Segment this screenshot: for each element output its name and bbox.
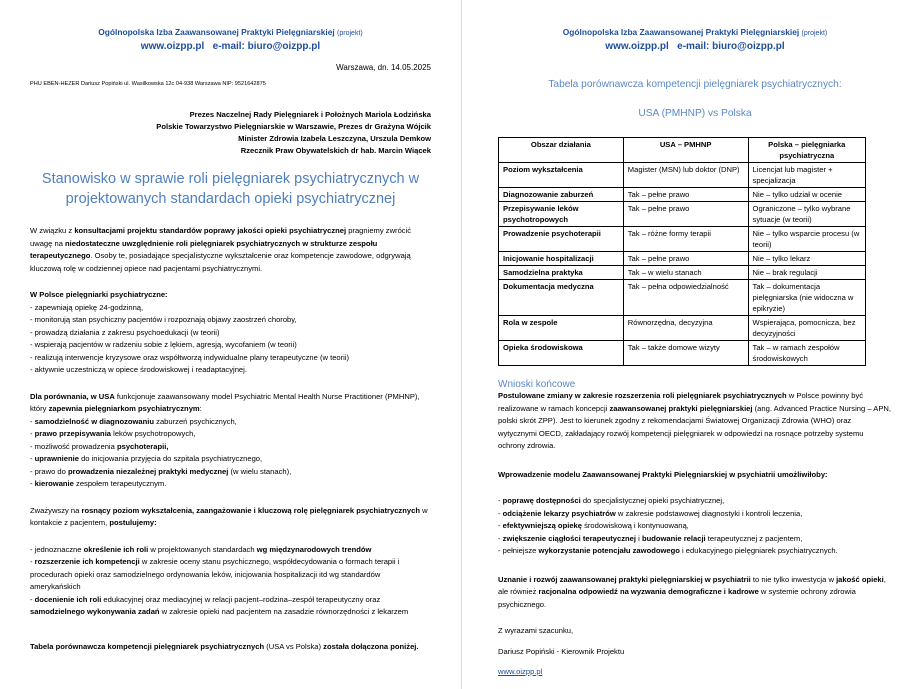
org-suffix: (projekt) [337,30,363,37]
org-website: www.oizpp.pl [605,41,669,52]
table-header-row [499,138,866,163]
conclusion-paragraph: Postulowane zmiany w zakresie rozszerzenia roli pielęgniarek psychiatrycznych w Polsce powinny być realizowane w ramach koncepcji zaawansowanej praktyki pielęgniarskiej (ang. Advanced Practice Nursing – APN, polski skrót ZPP). Jest to kierunek zgodny z rekomendacjami Światowej Organizacji Zdrowia (WHO) oraz wytycznymi OECD, zakładający rozwój kompetencji pielęgniarek w odpowiedzi na rosnące potrzeby systemu ochrony zdrowia. [498,391,891,450]
text-run: funkcjonuje zaawansowany model Psychiatric Mental Health Nurse Practitioner (PMHNP), który [30,391,420,413]
table-row: Diagnozowanie zaburzeń Tak – pełne prawo Nie – tylko udział w ocenie [499,188,866,202]
list-item: - aktywnie uczestniczą w opiece środowiskowej i readaptacyjnej. [30,365,247,374]
usa-section [30,391,431,491]
website-link[interactable]: www.oizpp.pl [498,667,543,676]
comparison-table [498,137,866,366]
list-item: - zapewniają opiekę 24-godzinną, [30,302,144,312]
section-heading: W Polsce pielęgniarki psychiatryczne: [30,290,168,299]
table-row: Dokumentacja medyczna Tak – pełna odpowiedzialność Tak – dokumentacja pielęgniarska (nie widoczna w epikryzie) [499,280,866,316]
text-run: . Osoby te, posiadające specjalistyczne wykształcenie oraz kompetencje zawodowe, odgrywają kluczową rolę w codziennej opiece nad pacjentami psychiatrycznymi. [30,251,411,273]
document-page-2 [461,0,922,689]
list-item: - poprawę dostępności do specjalistycznej opieki psychiatrycznej, [498,496,725,505]
column-header: Polska – pielęgniarka psychiatryczna [748,138,865,163]
document-title [30,169,431,209]
text-run-bold: niedostateczne uwzględnienie roli pielęgniarek psychiatrycznych w strukturze zespołu terapeutycznego [30,238,378,260]
text-run-bold: Dla porównania, w USA [30,391,115,401]
regards: Z wyrazami szacunku, [498,626,574,635]
table-row: Poziom wykształcenia Magister (MSN) lub doktor (DNP) Licencjat lub magister + specjalizacja [499,163,866,188]
list-item: - uprawnienie do inicjowania przyjęcia do szpitala psychiatrycznego, [30,454,263,463]
org-email: e-mail: biuro@oizpp.pl [212,41,321,52]
table-row: Rola w zespole Równorzędna, decyzyjna Wspierająca, pomocnicza, bez decyzyjności [499,316,866,341]
addressee: Rzecznik Praw Obywatelskich dr hab. Marcin Wiącek [240,146,431,155]
table-row: Przepisywanie leków psychotropowych Tak – pełne prawo Ograniczone – tylko wybrane sytuacje (w teorii) [499,202,866,227]
list-item: - prawo do prowadzenia niezależnej praktyki medycznej (w wielu stanach), [30,466,292,476]
addressee: Prezes Naczelnej Rady Pielęgniarek i Położnych Mariola Łodzińska [189,110,431,119]
column-header: Obszar działania [499,138,624,163]
org-email: e-mail: biuro@oizpp.pl [677,41,785,52]
conclusions-heading: Wnioski końcowe [498,379,576,390]
table-row: Prowadzenie psychoterapii Tak – różne formy terapii Nie – tylko wsparcie procesu (w teorii) [499,227,866,252]
list-item: - realizują interwencje kryzysowe oraz współtworzą indywidualne plany terapeutyczne (w teorii) [30,352,350,362]
text-run: : [199,404,202,413]
text-run-bold: konsultacjami projektu standardów poprawy jakości opieki psychiatrycznej [74,226,347,235]
sender-details: PHU EBEN-HEZER Dariusz Popiński ul. Wasilkowska 12c 04-938 Warszawa NIP: 9521642875 [30,81,266,87]
text-run: pragniemy zwrócić uwagę na [30,226,412,248]
letter-date: Warszawa, dn. 14.05.2025 [336,63,431,72]
intro-paragraph [30,225,431,275]
list-item: - efektywniejszą opiekę środowiskową i kontynuowaną, [498,521,689,530]
list-item: - prowadzą działania z zakresu psychoedukacji (w teorii) [30,327,220,337]
addressees [30,109,431,157]
list-item: - odciążenie lekarzy psychiatrów w zakresie podstawowej diagnostyki i kontroli leczenia, [498,508,803,518]
text-run: W związku z [30,226,75,235]
list-item: - pełniejsze wykorzystanie potencjału zawodowego i edukacyjnego pielęgniarek psychiatrycznych. [498,546,838,555]
model-list [498,495,892,558]
list-item: - prawo przepisywania leków psychotropowych, [30,429,196,438]
table-row: Samodzielna praktyka Tak – w wielu stanach Nie – brak regulacji [499,266,866,280]
title-line: Stanowisko w sprawie roli pielęgniarek psychiatrycznych w [41,171,420,187]
final-paragraph: Uznanie i rozwój zaawansowanej praktyki pielęgniarskiej w psychiatrii to nie tylko inwestycja w jakość opieki, ale również racjonalna odpowiedź na wyzwania demograficzne i kadrowe w systemie ochrony zdrowia psychicznego. [498,574,886,609]
list-item: - monitorują stan psychiczny pacjentów i rozpoznają objawy zaostrzeń choroby, [30,315,297,324]
list-item: - wspierają pacjentów w radzeniu sobie z lękiem, agresją, wycofaniem (w teorii) [30,340,297,349]
letterhead [30,26,431,53]
poland-section [30,289,431,377]
table-title: Tabela porównawcza kompetencji pielęgniarek psychiatrycznych: [548,79,842,90]
title-line: projektowanych standardach opieki psychiatrycznej [65,191,396,207]
column-header: USA – PMHNP [623,138,748,163]
letterhead [498,26,892,53]
table-row: Inicjowanie hospitalizacji Tak – pełne prawo Nie – tylko lekarz [499,252,866,266]
table-note: Tabela porównawcza kompetencji pielęgniarek psychiatrycznych (USA vs Polska) została dołączona poniżej. [30,641,419,651]
org-website: www.oizpp.pl [140,41,205,52]
addressee: Polskie Towarzystwo Pielęgniarskie w Warszawie, Prezes dr Grażyna Wójcik [156,122,431,131]
list-item: - samodzielność w diagnozowaniu zaburzeń psychicznych, [30,416,237,426]
list-item: - możliwość prowadzenia psychoterapii, [30,441,169,451]
table-subtitle: USA (PMHNP) vs Polska [638,108,752,119]
list-item: - jednoznaczne określenie ich roli w projektowanych standardach wg międzynarodowych trendów [30,544,372,554]
postulate-list [30,544,431,619]
list-item: - kierowanie zespołem terapeutycznym. [30,479,167,488]
org-name: Ogólnopolska Izba Zaawansowanej Praktyki Pielęgniarskiej [98,27,335,37]
table-row: Opieka środowiskowa Tak – także domowe wizyty Tak – w ramach zespołów środowiskowych [499,341,866,366]
signature: Dariusz Popiński - Kierownik Projektu [498,646,625,656]
org-name: Ogólnopolska Izba Zaawansowanej Praktyki Pielęgniarskiej [562,27,800,37]
list-item: - docenienie ich roli edukacyjnej oraz mediacyjnej w relacji pacjent–rodzina–zespół terapeutyczny oraz samodzielnego wykonywania zadań w zakresie opieki nad pacjentem na zasadzie równorzędności z lekarzem [30,594,409,616]
model-heading: Wprowadzenie modelu Zaawansowanej Praktyki Pielęgniarskiej w psychiatrii umożliwiłoby: [498,469,828,479]
postulate-intro: Zważywszy na rosnący poziom wykształcenia, zaangażowanie i kluczową rolę pielęgniarek psychiatrycznych w kontakcie z pacjentem, postulujemy: [30,505,428,527]
list-item: - rozszerzenie ich kompetencji w zakresie oceny stanu psychicznego, współdecydowania o formach terapii i procedurach opieki oraz samodzielnego ordynowania leków, inicjowania hospitalizacji itd wg standardów amerykańskich [30,557,400,591]
addressee: Minister Zdrowia Izabela Leszczyna, Urszula Demkow [238,134,431,143]
text-run-bold: zapewnia pielęgniarkom psychiatrycznym [48,404,200,413]
org-suffix: (projekt) [801,30,828,37]
list-item: - zwiększenie ciągłości terapeutycznej i budowanie relacji terapeutycznej z pacjentem, [498,533,803,543]
